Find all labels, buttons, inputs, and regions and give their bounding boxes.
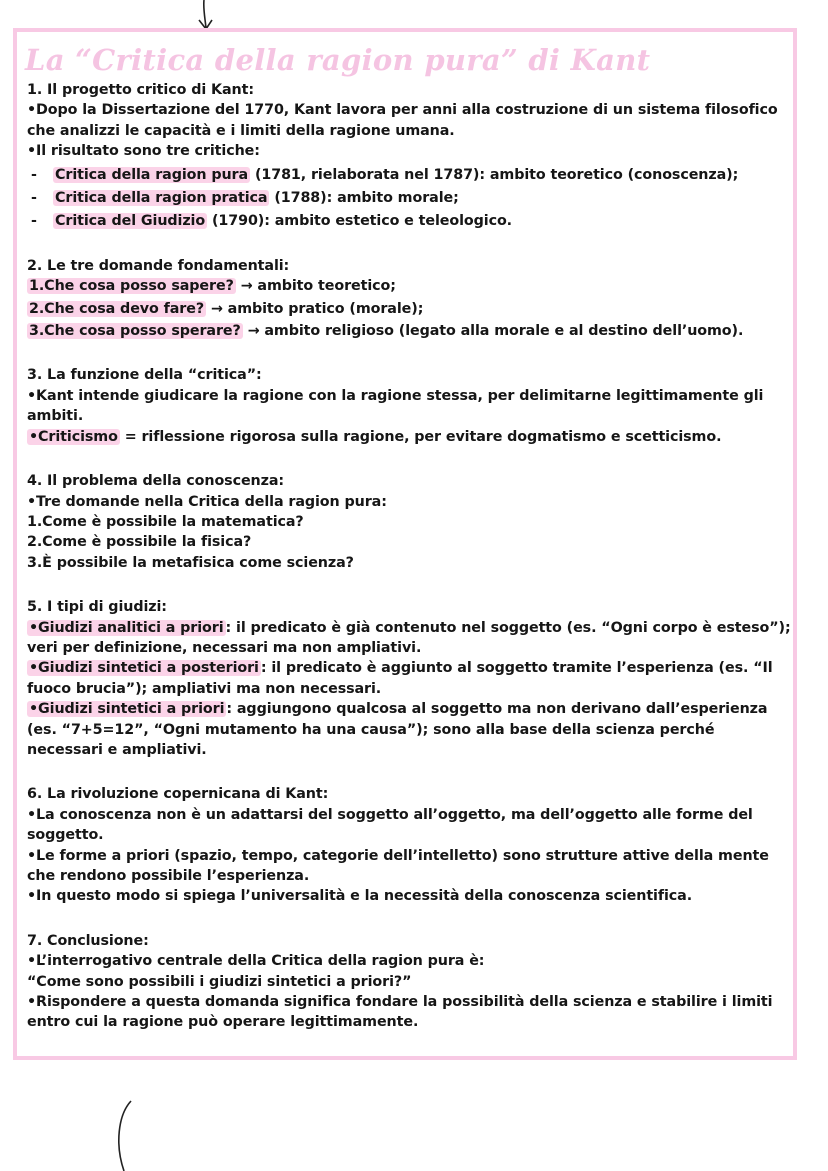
- section-5: [27, 597, 792, 760]
- highlighted-term: Critica della ragion pratica: [55, 190, 268, 207]
- paragraph: •L’interrogativo centrale della Critica della ragion pura è:: [27, 953, 485, 970]
- section-heading: 3. La funzione della “critica”:: [27, 367, 262, 384]
- note-content: [27, 40, 792, 1033]
- section-2: [27, 256, 792, 342]
- item-text: : aggiungono qualcosa al soggetto ma non derivano dall’esperienza (es. “7+5=12”, “Ogni mutamento ha una causa”); sono alla base della scienza perché necessari e ampliativi.: [27, 701, 768, 758]
- highlighted-term: 2.Che cosa devo fare?: [29, 300, 205, 317]
- top-arrow-stroke: [199, 0, 212, 29]
- question-item: 2.Come è possibile la fisica?: [27, 534, 252, 551]
- section-1: [27, 80, 792, 232]
- paragraph: •Le forme a priori (spazio, tempo, categorie dell’intelletto) sono strutture attive della mente che rendono possibile l’esperienza.: [27, 847, 769, 884]
- list-item: [27, 299, 792, 319]
- paragraph: •Tre domande nella Critica della ragion pura:: [27, 493, 387, 510]
- highlighted-term: Critica del Giudizio: [55, 213, 206, 230]
- dash: -: [31, 190, 37, 207]
- paragraph: •In questo modo si spiega l’universalità e la necessità della conoscenza scientifica.: [27, 888, 693, 905]
- paragraph: •Kant intende giudicare la ragione con la ragione stessa, per delimitarne legittimamente gli ambiti.: [27, 387, 764, 425]
- section-heading: 4. Il problema della conoscenza:: [27, 473, 285, 490]
- highlighted-term: •Giudizi analitici a priori: [29, 619, 224, 636]
- item-text: : il predicato è aggiunto al soggetto tramite l’esperienza (es. “Il fuoco brucia”); ampliativi ma non necessari.: [27, 660, 773, 697]
- paragraph: •Il risultato sono tre critiche:: [27, 143, 260, 160]
- section-heading: 7. Conclusione:: [27, 932, 149, 949]
- list-item: [31, 211, 792, 231]
- section-heading: 1. Il progetto critico di Kant:: [27, 82, 254, 98]
- section-6: [27, 784, 792, 906]
- paragraph: •La conoscenza non è un adattarsi del soggetto all’oggetto, ma dell’oggetto alle forme del soggetto.: [27, 806, 753, 844]
- list-item: [27, 618, 792, 659]
- section-7: [27, 931, 792, 1033]
- list-item: [31, 188, 792, 208]
- highlighted-term: •Giudizi sintetici a priori: [29, 701, 225, 718]
- section-heading: 2. Le tre domande fondamentali:: [27, 257, 290, 274]
- paragraph-text: = riflessione rigorosa sulla ragione, per evitare dogmatismo e scetticismo.: [119, 428, 722, 445]
- item-text: : il predicato è già contenuto nel soggetto (es. “Ogni corpo è esteso”); veri per definizione, necessari ma non ampliativi.: [27, 619, 791, 656]
- list-item: [31, 165, 792, 185]
- section-3: [27, 365, 792, 447]
- paragraph: “Come sono possibili i giudizi sintetici a priori?”: [27, 973, 412, 990]
- paragraph: [27, 427, 792, 447]
- item-text: → ambito religioso (legato alla morale e al destino dell’uomo).: [242, 323, 744, 340]
- highlighted-term: •Criticismo: [29, 428, 118, 445]
- item-text: (1781, rielaborata nel 1787): ambito teoretico (conoscenza);: [250, 166, 739, 183]
- item-text: (1790): ambito estetico e teleologico.: [207, 213, 512, 230]
- dash: -: [31, 166, 37, 183]
- list-item: [27, 658, 792, 699]
- list-item: [27, 699, 792, 760]
- list-item: [27, 276, 792, 296]
- item-text: (1788): ambito morale;: [269, 190, 459, 207]
- item-text: → ambito pratico (morale);: [206, 300, 424, 317]
- item-text: → ambito teoretico;: [235, 278, 396, 295]
- dash: -: [31, 213, 37, 230]
- highlighted-term: Critica della ragion pura: [55, 166, 249, 183]
- highlighted-term: 3.Che cosa posso sperare?: [29, 323, 241, 340]
- page-title: La “Critica della ragion pura” di Kant: [25, 43, 651, 77]
- highlighted-term: 1.Che cosa posso sapere?: [29, 278, 234, 295]
- section-heading: 6. La rivoluzione copernicana di Kant:: [27, 786, 329, 803]
- bottom-curve-stroke: [119, 1101, 131, 1171]
- question-item: 1.Come è possibile la matematica?: [27, 513, 304, 530]
- paragraph: •Rispondere a questa domanda significa fondare la possibilità della scienza e stabilire i limiti entro cui la ragione può operare legittimamente.: [27, 994, 773, 1031]
- paragraph: •Dopo la Dissertazione del 1770, Kant lavora per anni alla costruzione di un sistema filosofico che analizzi le capacità e i limiti della ragione umana.: [27, 102, 778, 139]
- highlighted-term: •Giudizi sintetici a posteriori: [29, 660, 259, 677]
- question-item: 3.È possibile la metafisica come scienza?: [27, 554, 354, 571]
- section-4: [27, 471, 792, 573]
- section-heading: 5. I tipi di giudizi:: [27, 599, 167, 616]
- list-item: [27, 321, 792, 341]
